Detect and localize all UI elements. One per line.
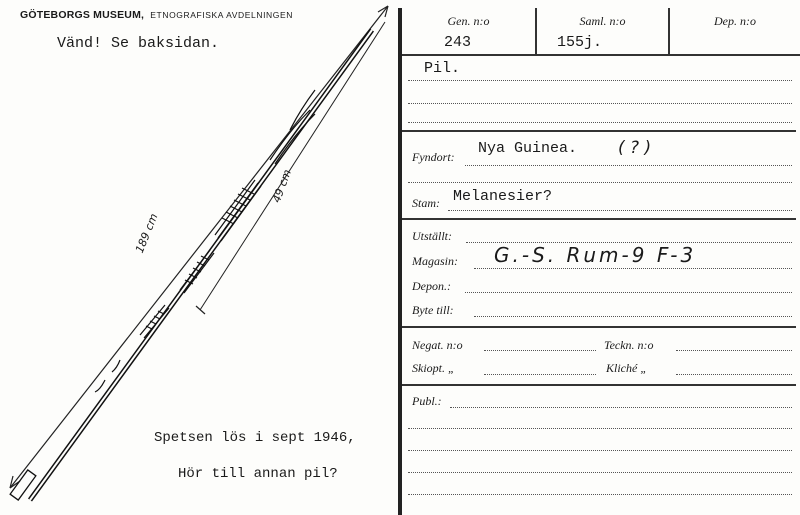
number-header [402,8,800,54]
dotted-line [408,182,792,183]
publ-label: Publ.: [412,394,442,408]
byte-label: Byte till: [412,303,454,317]
dep-number-cell [670,8,800,54]
measure-line-point [200,22,385,310]
fyndort-label: Fyndort: [412,150,455,164]
measure-tick [196,306,205,314]
fyndort-value: Nya Guinea. [478,140,578,157]
teckn-label: Teckn. n:o [604,338,654,352]
dotted-line [408,122,792,123]
saml-number-label: Saml. n:o [579,14,626,28]
dotted-line [474,316,792,317]
utstallt-label: Utställt: [412,229,453,243]
length-total-label: 189 cm [133,211,161,255]
dotted-line [450,407,792,408]
turn-over-note: Vänd! Se baksidan. [57,35,220,52]
museum-name: GÖTEBORGS MUSEUM, [20,9,145,21]
dotted-line [408,103,792,104]
dotted-line [676,374,792,375]
kliche-label: Kliché „ [606,361,647,375]
dotted-line [484,374,596,375]
fyndort-note: ( ? ) [618,138,652,158]
depon-label: Depon.: [412,279,451,293]
dotted-line [408,450,792,451]
section-rule [402,384,796,386]
stam-label: Stam: [412,196,440,210]
section-rule [402,218,796,220]
dotted-line [465,292,792,293]
saml-number-value: 155j. [557,34,603,51]
saml-number-cell [537,8,668,54]
card-divider [398,8,402,515]
dotted-line [484,350,596,351]
dep-number-label: Dep. n:o [714,14,756,28]
department-name: ETNOGRAFISKA AVDELNINGEN [150,10,293,20]
stam-value: Melanesier? [453,188,553,205]
measure-line-total [10,6,388,488]
dotted-line [474,268,792,269]
note-line-1: Spetsen lös i sept 1946, [154,430,356,446]
note-line-2: Hör till annan pil? [178,466,338,482]
dotted-line [408,428,792,429]
magasin-value: G.-S. Rum-9 F-3 [494,243,697,267]
gen-number-value: 243 [444,34,472,51]
arrow-binding [95,90,315,392]
dotted-line [448,210,792,211]
magasin-label: Magasin: [412,254,458,268]
gen-number-label: Gen. n:o [447,14,490,28]
gen-number-cell [402,8,535,54]
negat-label: Negat. n:o [412,338,463,352]
dotted-line [676,350,792,351]
dotted-line [408,494,792,495]
header-rule [402,54,800,56]
section-rule [402,130,796,132]
dotted-line [465,165,792,166]
section-rule [402,326,796,328]
skiopt-label: Skiopt. „ [412,361,455,375]
dotted-line [408,80,792,81]
length-point-label: 49 cm [270,167,294,205]
dotted-line [408,472,792,473]
object-name: Pil. [424,60,461,77]
